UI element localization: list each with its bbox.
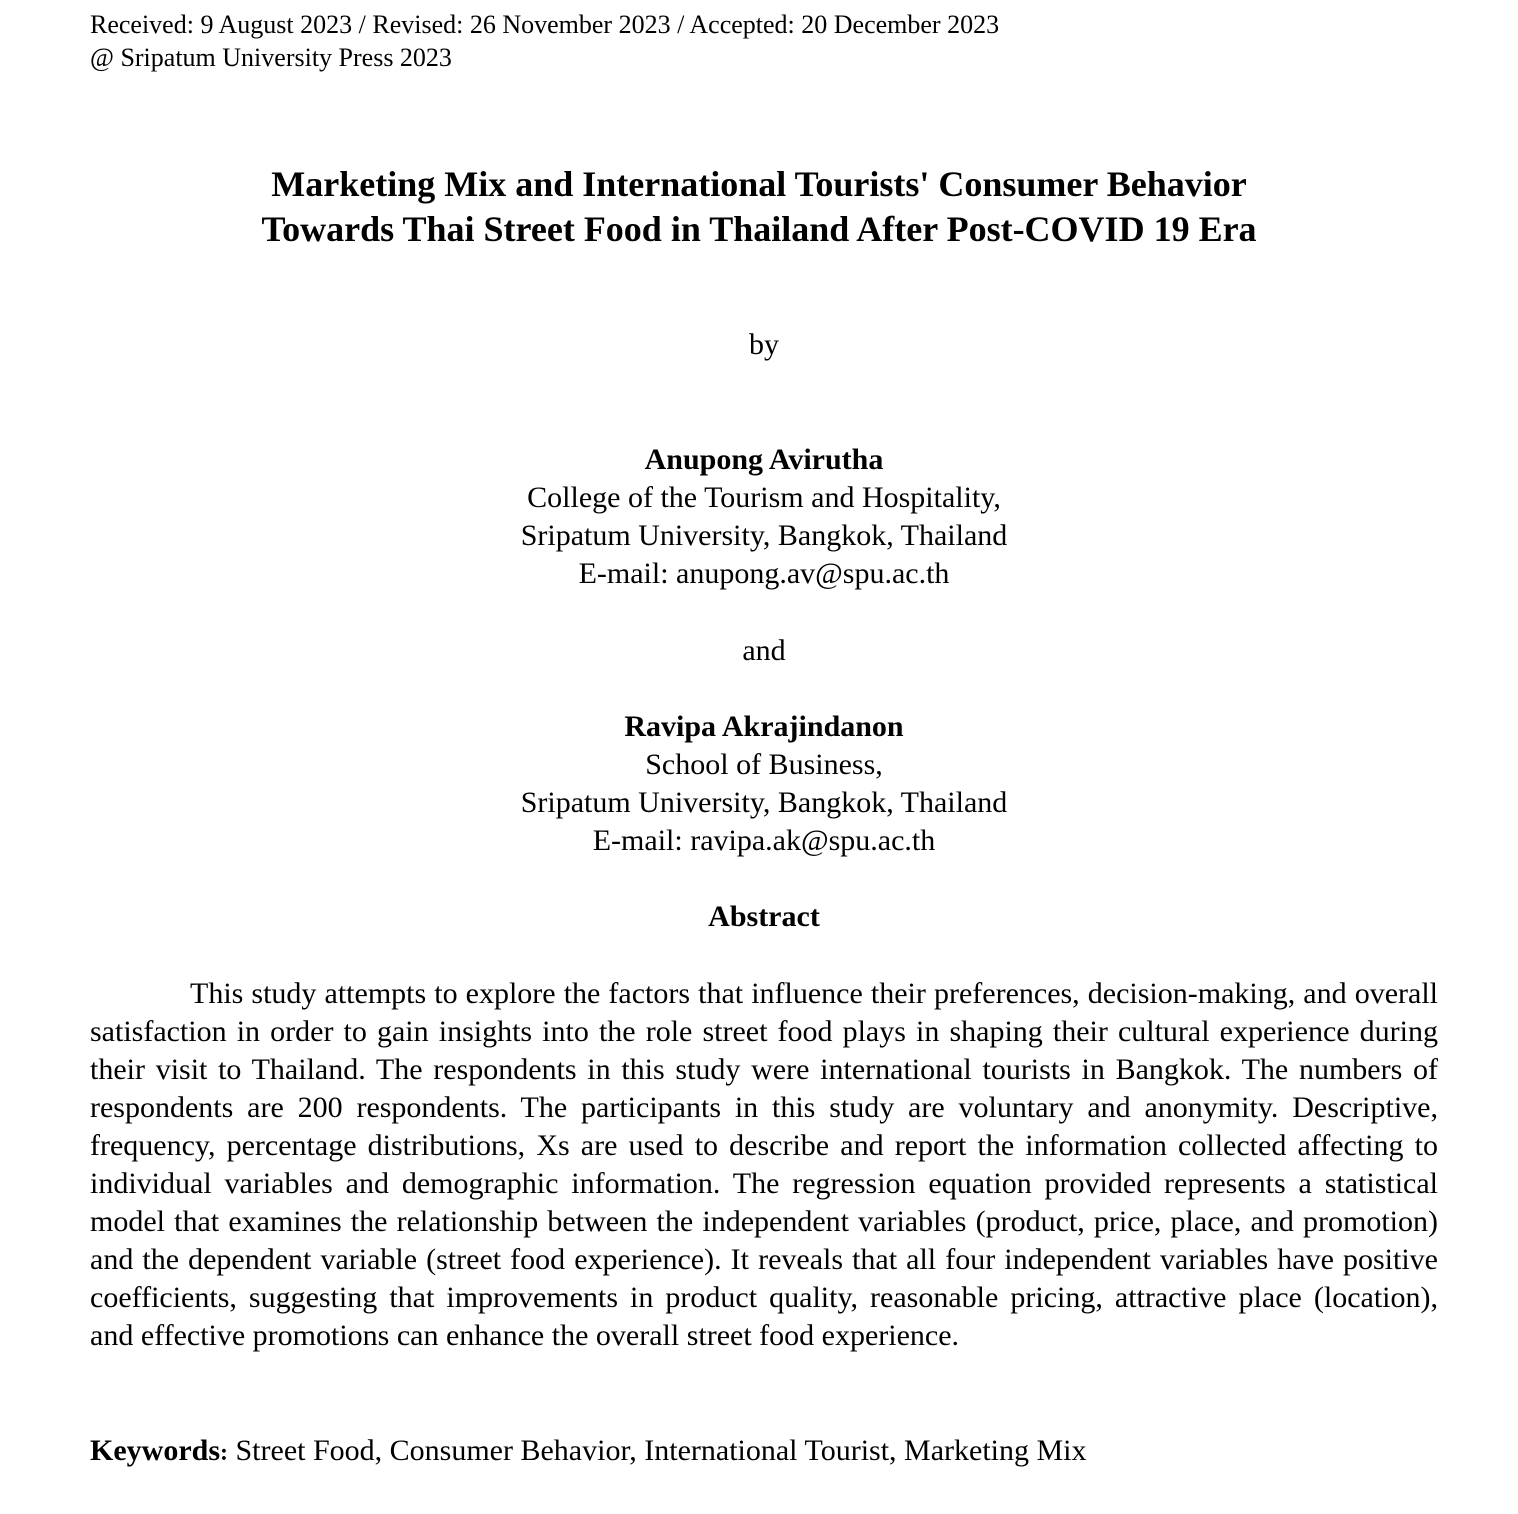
title-line-2: Towards Thai Street Food in Thailand After Post-COVID 19 Era [261,209,1257,249]
and-label: and [742,634,786,667]
keywords-label: Keywords [90,1434,220,1467]
author-department: School of Business, [645,748,883,781]
author-university: Sripatum University, Bangkok, Thailand [520,786,1008,819]
author-block-1 [0,441,1518,593]
author-name: Anupong Avirutha [644,443,884,476]
paper-title [0,162,1518,252]
author-block-2 [0,708,1518,860]
keywords-text: Street Food, Consumer Behavior, International Tourist, Marketing Mix [228,1434,1087,1467]
title-line-1: Marketing Mix and International Tourists' Consumer Behavior [271,164,1247,204]
author-email: E-mail: ravipa.ak@spu.ac.th [592,824,936,857]
keywords-line [90,1432,1087,1472]
keywords-separator: : [220,1440,228,1466]
abstract-body: This study attempts to explore the factors that influence their preferences, decision-making, and overall satisfaction in order to gain insights into the role street food plays in shaping their cultural experience during their visit to Thailand. The respondents in this study were international tourists in Bangkok. The numbers of respondents are 200 respondents. The participants in this study are voluntary and anonymity. Descriptive, frequency, percentage distributions, Xs are used to describe and report the information collected affecting to individual variables and demographic information. The regression equation provided represents a statistical model that examines the relationship between the independent variables (product, price, place, and promotion) and the dependent variable (street food experience). It reveals that all four independent variables have positive coefficients, suggesting that improvements in product quality, reasonable pricing, attractive place (location), and effective promotions can enhance the overall street food experience. [90,977,1438,1352]
submission-dates: Received: 9 August 2023 / Revised: 26 November 2023 / Accepted: 20 December 2023 [90,10,1000,39]
abstract-heading: Abstract [708,900,820,933]
author-email: E-mail: anupong.av@spu.ac.th [578,557,950,590]
press-notice: @ Sripatum University Press 2023 [90,43,452,72]
by-label: by [749,328,779,361]
author-name: Ravipa Akrajindanon [624,710,904,743]
publication-header [90,8,999,74]
author-department: College of the Tourism and Hospitality, [527,481,1001,514]
author-university: Sripatum University, Bangkok, Thailand [520,519,1008,552]
